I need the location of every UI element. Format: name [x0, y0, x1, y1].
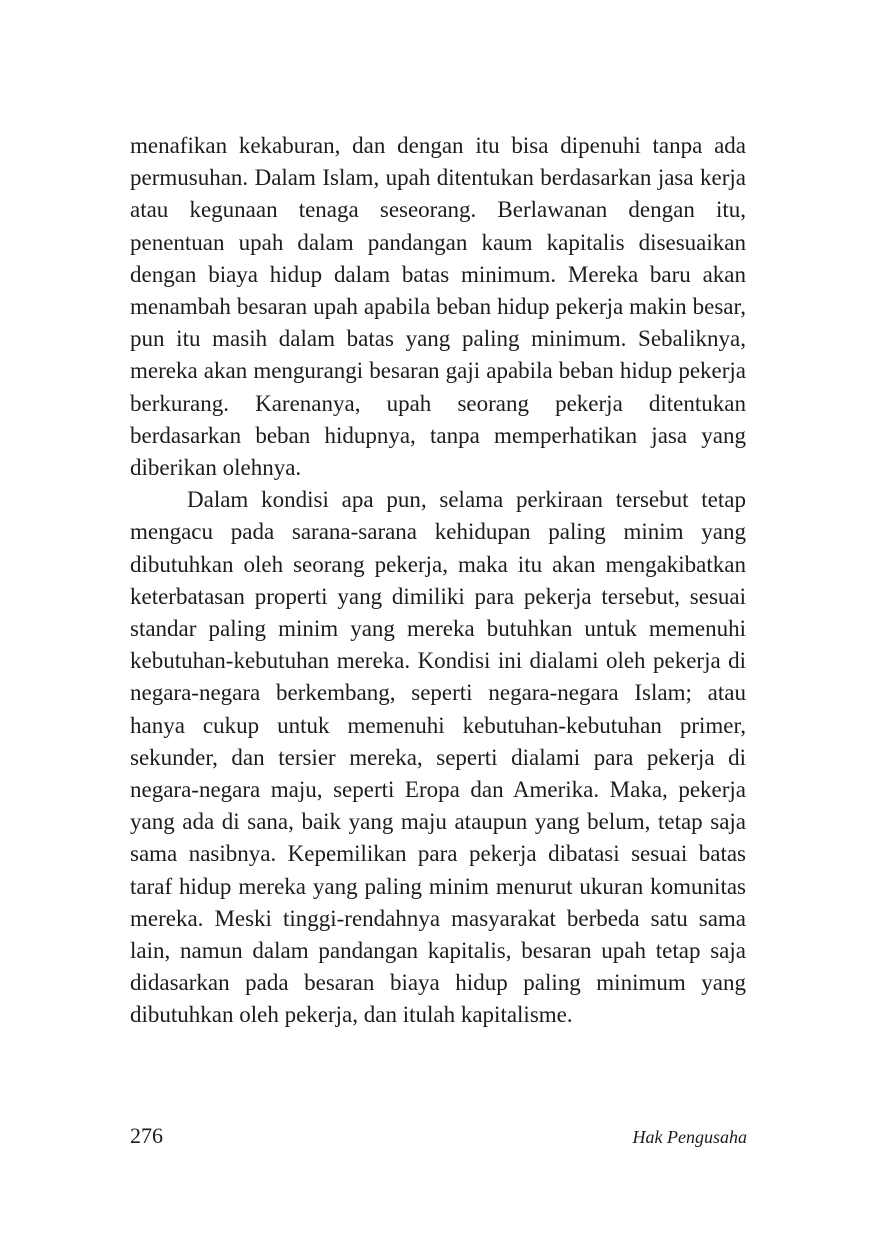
page-number: 276 — [130, 1123, 163, 1148]
body-text — [130, 130, 746, 1032]
running-title: Hak Pengusaha — [632, 1127, 747, 1147]
paragraph-2: Dalam kondisi apa pun, selama perkiraan tersebut tetap mengacu pada sarana-sarana kehidupan paling minim yang dibutuhkan oleh seorang pekerja, maka itu akan mengakibatkan keterbatasan properti yang dimiliki para pekerja tersebut, sesuai standar paling minim yang mereka butuhkan untuk memenuhi kebutuhan-kebutuhan mereka. Kondisi ini dialami oleh pekerja di negara-negara berkembang, seperti negara-negara Islam; atau hanya cukup untuk memenuhi kebutuhan-kebutuhan primer, sekunder, dan tersier mereka, seperti dialami para pekerja di negara-negara maju, seperti Eropa dan Amerika. Maka, pekerja yang ada di sana, baik yang maju ataupun yang belum, tetap saja sama nasibnya. Kepemilikan para pekerja dibatasi sesuai batas taraf hidup mereka yang paling minim menurut ukuran komunitas mereka. Meski tinggi-rendahnya masyarakat berbeda satu sama lain, namun dalam pandangan kapitalis, besaran upah tetap saja didasarkan pada besaran biaya hidup paling minimum yang dibutuhkan oleh pekerja, dan itulah kapitalisme. — [130, 487, 746, 1028]
paragraph-1: menafikan kekaburan, dan dengan itu bisa dipenuhi tanpa ada permusuhan. Dalam Islam, upah ditentukan berdasarkan jasa kerja atau kegunaan tenaga seseorang. Berlawanan dengan itu, penentuan upah dalam pandangan kaum kapitalis disesuaikan dengan biaya hidup dalam batas minimum. Mereka baru akan menambah besaran upah apabila beban hidup pekerja makin besar, pun itu masih dalam batas yang paling minimum. Sebaliknya, mereka akan mengurangi besaran gaji apabila beban hidup pekerja berkurang. Karenanya, upah seorang pekerja ditentukan berdasarkan beban hidupnya, tanpa memperhatikan jasa yang diberikan olehnya. — [130, 133, 746, 481]
